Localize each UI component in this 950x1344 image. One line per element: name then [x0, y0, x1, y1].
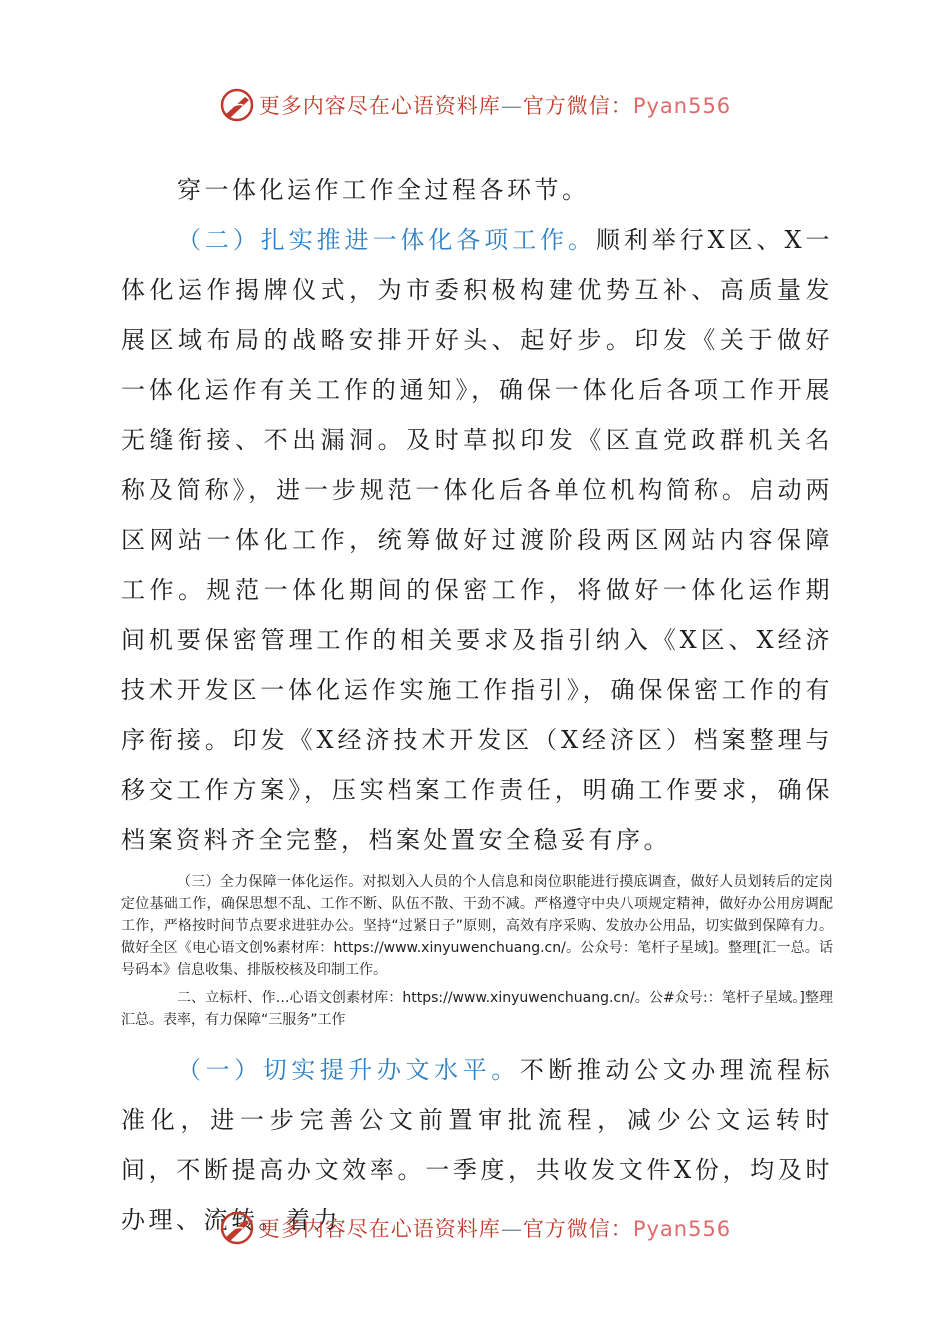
banner-text: 更多内容尽在心语资料库—官方微信：Pyan556 [258, 1217, 732, 1241]
paragraph-subsection-1: （一）切实提升办文水平。不断推动公文办理流程标准化，进一步完善公文前置审批流程，减少公文运转时间，不断提高办文效率。一季度，共收发文件X份，均及时办理、流转。着力 [121, 1056, 834, 1234]
document-body [121, 165, 833, 1245]
paragraph-section-2: （二）扎实推进一体化各项工作。顺利举行X区、X一体化运作揭牌仪式，为市委积极构建优势互补、高质量发展区域布局的战略安排开好头、起好步。印发《关于做好一体化运作有关工作的通知》，确保一体化后各项工作开展无缝衔接、不出漏洞。及时草拟印发《区直党政群机关名称及简称》，进一步规范一体化后各单位机构简称。启动两区网站一体化工作，统筹做好过渡阶段两区网站内容保障工作。规范一体化期间的保密工作，将做好一体化运作期间机要保密管理工作的相关要求及指引纳入《X区、X经济技术开发区一体化运作实施工作指引》，确保保密工作的有序衔接。印发《X经济技术开发区（X经济区）档案整理与移交工作方案》，压实档案工作责任，明确工作要求，确保档案资料齐全完整，档案处置安全稳妥有序。 [121, 226, 834, 854]
subsection-heading: （一）切实提升办文水平。 [177, 1056, 520, 1084]
paragraph-continuation: 穿一体化运作工作全过程各环节。 [177, 176, 590, 204]
section-heading: （二）扎实推进一体化各项工作。 [177, 226, 596, 254]
paragraph-part-2-title: 二、立标杆、作…心语文创素材库：https://www.xinyuwenchuang.cn/。公#众号:：笔杆子星域。]整理汇总。表率，有力保障“三服务”工作 [121, 990, 833, 1028]
paragraph-section-3: （三）全力保障一体化运作。对拟划入人员的个人信息和岗位职能进行摸底调查，做好人员划转后的定岗定位基础工作，确保思想不乱、工作不断、队伍不散、干劲不减。严格遵守中央八项规定精神，做好办公用房调配工作，严格按时间节点要求进驻办公。坚持“过紧日子”原则，高效有序采购、发放办公用品，切实做到保障有力。做好全区《电心语文创%素材库：https://www.xinyuwenchuang.cn/。公众号：笔杆子星域]。整理[汇一总。话号码本》信息收集、排版校核及印制工作。 [121, 874, 833, 978]
pen-logo-icon [219, 1210, 255, 1246]
header-banner [0, 85, 950, 125]
footer-banner [0, 1208, 950, 1248]
banner-text: 更多内容尽在心语资料库—官方微信：Pyan556 [258, 94, 732, 118]
pen-logo-icon [219, 87, 255, 123]
